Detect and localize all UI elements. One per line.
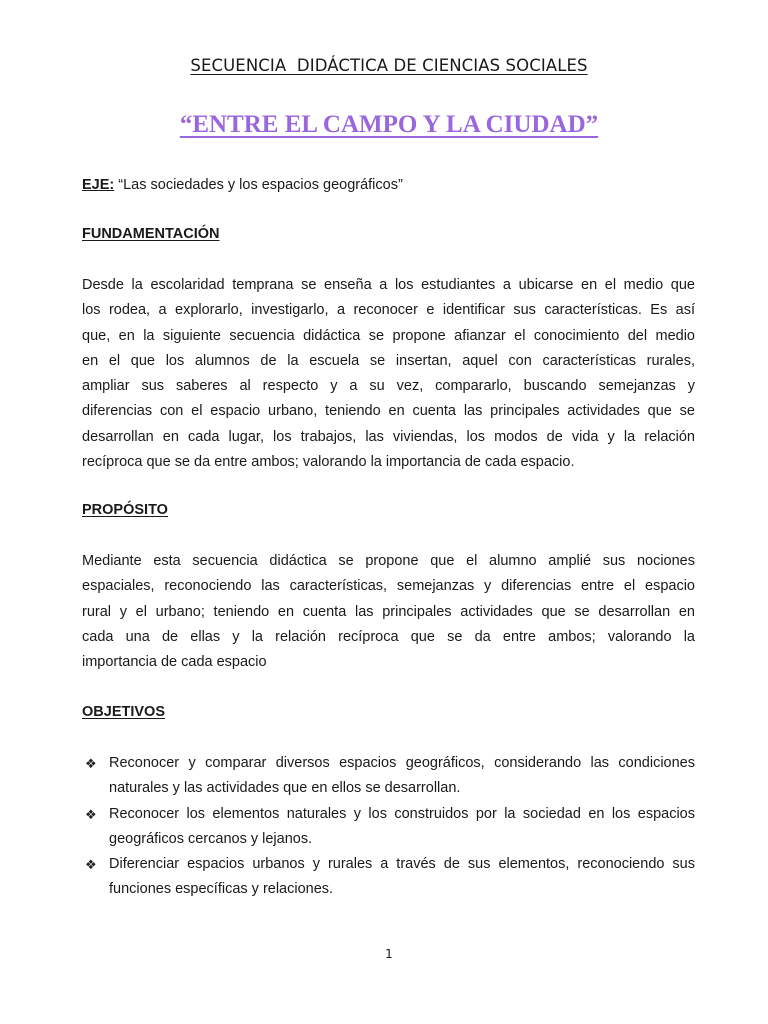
paragraph-line: rural y el urbano; teniendo en cuenta las principales actividades que se desarrollan en — [82, 603, 695, 620]
paragraph-line: Mediante esta secuencia didáctica se propone que el alumno amplié sus nociones — [82, 553, 695, 569]
document-title: “ENTRE EL CAMPO Y LA CIUDAD” — [179, 111, 599, 138]
list-item-line: Reconocer y comparar diversos espacios geográficos, considerando las condiciones — [109, 755, 695, 771]
paragraph-line: los rodea, a explorarlo, investigarlo, a reconocer e identificar sus características. Es así — [82, 302, 695, 319]
diamond-bullet-icon: ❖ — [85, 857, 97, 873]
eje-text: “Las sociedades y los espacios geográficos” — [114, 177, 403, 193]
fundamentacion-heading: FUNDAMENTACIÓN — [82, 226, 220, 242]
proposito-paragraph — [82, 549, 695, 675]
list-item — [82, 802, 695, 853]
paragraph-line: en el que los alumnos de la escuela se insertan, aquel con características rurales, — [82, 352, 695, 369]
objetivos-heading: OBJETIVOS — [82, 704, 165, 720]
page-number: 1 — [385, 947, 393, 961]
paragraph-line: recíproca que se da entre ambos; valorando la importancia de cada espacio. — [82, 454, 575, 471]
list-item-line: Diferenciar espacios urbanos y rurales a través de sus elementos, reconociendo sus — [109, 856, 695, 873]
paragraph-line: Desde la escolaridad temprana se enseña a los estudiantes a ubicarse en el medio que — [82, 277, 695, 293]
paragraph-line: que, en la siguiente secuencia didáctica se propone afianzar el conocimiento del medio — [82, 327, 695, 344]
diamond-bullet-icon: ❖ — [85, 806, 97, 822]
eje-label: EJE: — [82, 177, 115, 193]
list-item-line: naturales y las actividades que en ellos se desarrollan. — [109, 780, 461, 797]
list-item-line: funciones específicas y relaciones. — [109, 881, 334, 898]
fundamentacion-paragraph — [82, 273, 695, 475]
list-item-line: Reconocer los elementos naturales y los construidos por la sociedad en los espacios — [109, 805, 695, 822]
paragraph-line: espaciales, reconociendo las características, semejanzas y diferencias entre el espacio — [82, 578, 695, 595]
objetivos-list — [82, 751, 695, 903]
list-item-line: geográficos cercanos y lejanos. — [109, 830, 313, 847]
list-item — [82, 852, 695, 903]
paragraph-line: ampliar sus saberes al respecto y a su vez, compararlo, buscando semejanzas y — [82, 378, 695, 395]
paragraph-line: importancia de cada espacio — [82, 654, 267, 671]
list-item — [82, 751, 695, 802]
eje-line — [82, 177, 403, 193]
proposito-heading: PROPÓSITO — [82, 502, 168, 518]
diamond-bullet-icon: ❖ — [85, 756, 97, 771]
paragraph-line: diferencias con el espacio urbano, teniendo en cuenta las principales actividades que se — [82, 403, 695, 420]
document-heading: SECUENCIA DIDÁCTICA DE CIENCIAS SOCIALES — [190, 56, 588, 75]
paragraph-line: cada una de ellas y la relación recíproca que se da entre ambos; valorando la — [82, 628, 695, 645]
paragraph-line: desarrollan en cada lugar, los trabajos, las viviendas, los modos de vida y la relación — [82, 428, 695, 445]
